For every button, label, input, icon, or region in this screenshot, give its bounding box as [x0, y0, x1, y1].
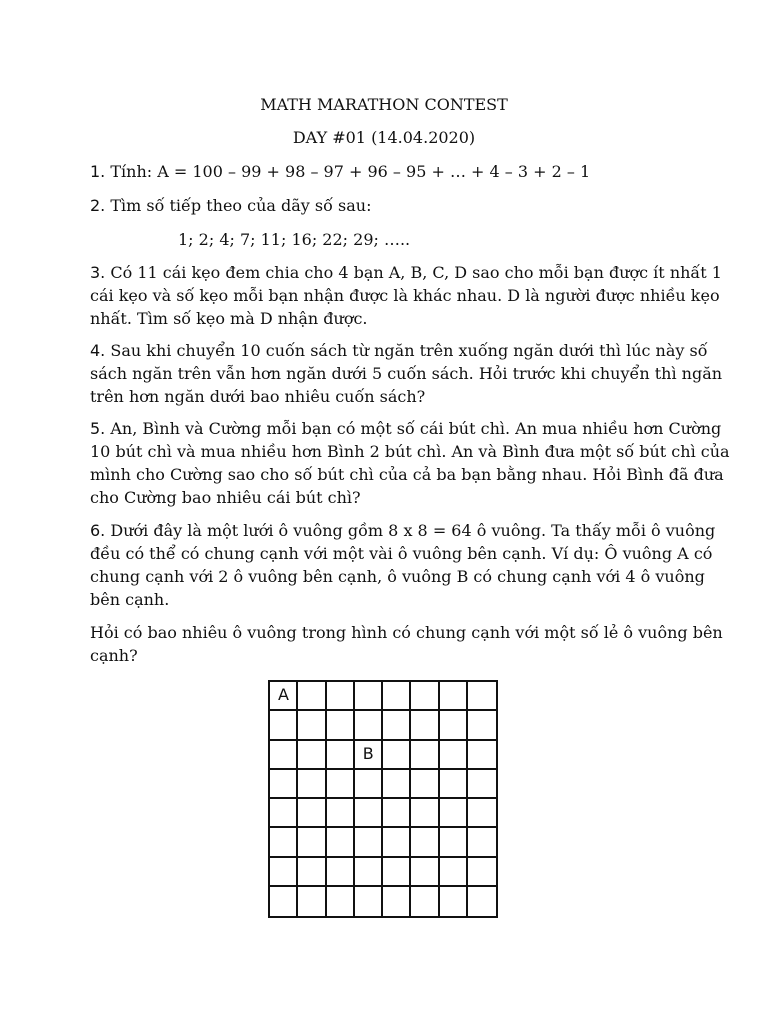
- number-sequence: 1; 2; 4; 7; 11; 16; 22; 29; …..: [178, 230, 411, 249]
- grid-cell: [411, 858, 439, 887]
- problem-3: [90, 261, 722, 330]
- grid-cell: [327, 858, 355, 887]
- grid-cell: [440, 711, 468, 740]
- grid-cell: [327, 711, 355, 740]
- grid-cell: [298, 770, 326, 799]
- grid-cell: [383, 799, 411, 828]
- grid-cell: [440, 770, 468, 799]
- grid-cell: [383, 858, 411, 887]
- grid-cell: [440, 682, 468, 711]
- contest-date: DAY #01 (14.04.2020): [292, 128, 476, 147]
- grid-cell: [468, 770, 496, 799]
- grid-cell: [355, 741, 383, 770]
- grid-cell: [411, 770, 439, 799]
- grid-cell: [298, 828, 326, 857]
- problem-text: Dưới đây là một lưới ô vuông gồm 8 x 8 = 64 ô vuông. Ta thấy mỗi ô vuông: [110, 521, 716, 540]
- grid-cell: [270, 770, 298, 799]
- problem-text: chung cạnh với 2 ô vuông bên cạnh, ô vuông B có chung cạnh với 4 ô vuông: [90, 567, 705, 586]
- grid-cell: [468, 887, 496, 916]
- problem-text: Có 11 cái kẹo đem chia cho 4 bạn A, B, C, D sao cho mỗi bạn được ít nhất 1: [110, 263, 722, 282]
- grid-cell: [270, 741, 298, 770]
- grid-cell: [270, 682, 298, 711]
- grid-cell: [355, 682, 383, 711]
- problem-1: [90, 160, 710, 183]
- grid-cell: [468, 858, 496, 887]
- grid-cell: [327, 682, 355, 711]
- grid-cell: [327, 828, 355, 857]
- grid-cell: [468, 711, 496, 740]
- problem-text: bên cạnh.: [90, 590, 170, 609]
- problem-text: cho Cường bao nhiêu cái bút chì?: [90, 488, 361, 507]
- problem-number: 1.: [90, 162, 106, 181]
- problem-4: [90, 339, 723, 408]
- grid-cell: [327, 887, 355, 916]
- problem-text: đều có thể có chung cạnh với một vài ô vuông bên cạnh. Ví dụ: Ô vuông A có: [90, 544, 713, 563]
- problem-text: 10 bút chì và mua nhiều hơn Bình 2 bút chì. An và Bình đưa một số bút chì của: [90, 442, 730, 461]
- grid-cell: [411, 711, 439, 740]
- problem-text: mình cho Cường sao cho số bút chì của cả ba bạn bằng nhau. Hỏi Bình đã đưa: [90, 465, 724, 484]
- grid-cell: [298, 682, 326, 711]
- problem-number: 3.: [90, 263, 106, 282]
- grid-cell: [411, 799, 439, 828]
- problem-text: Sau khi chuyển 10 cuốn sách từ ngăn trên xuống ngăn dưới thì lúc này số: [110, 341, 708, 360]
- problem-text: sách ngăn trên vẫn hơn ngăn dưới 5 cuốn sách. Hỏi trước khi chuyển thì ngăn: [90, 364, 723, 383]
- contest-title: MATH MARATHON CONTEST: [260, 95, 508, 114]
- grid-cell: [468, 799, 496, 828]
- grid-cell: [355, 887, 383, 916]
- problem-text: cạnh?: [90, 646, 138, 665]
- problem-number: 5.: [90, 419, 106, 438]
- problem-text: Tìm số tiếp theo của dãy số sau:: [110, 196, 372, 215]
- grid-cell: [468, 682, 496, 711]
- grid-cell: [383, 770, 411, 799]
- problem-number: 4.: [90, 341, 106, 360]
- grid-cell: [411, 828, 439, 857]
- grid-cell: [355, 828, 383, 857]
- grid-cell: [383, 741, 411, 770]
- grid-cell: [270, 711, 298, 740]
- square-grid: [268, 680, 498, 918]
- grid-cell: [327, 770, 355, 799]
- grid-cell: [440, 887, 468, 916]
- grid-cell: [468, 828, 496, 857]
- grid-cell: [411, 887, 439, 916]
- grid-cell: [383, 828, 411, 857]
- problem-text: Hỏi có bao nhiêu ô vuông trong hình có chung cạnh với một số lẻ ô vuông bên: [90, 623, 723, 642]
- grid-cell: [270, 799, 298, 828]
- grid-cell: [355, 711, 383, 740]
- grid-cell: [355, 770, 383, 799]
- grid-cell-label: B: [362, 743, 374, 763]
- grid-cell: [298, 711, 326, 740]
- grid-cell: [440, 828, 468, 857]
- problem-text: trên hơn ngăn dưới bao nhiêu cuốn sách?: [90, 387, 426, 406]
- grid-cell: [440, 741, 468, 770]
- grid-cell: [298, 887, 326, 916]
- grid-cell: [298, 741, 326, 770]
- problem-2: [90, 194, 710, 217]
- grid-cell: [355, 799, 383, 828]
- grid-cell: [270, 828, 298, 857]
- grid-cell: [383, 711, 411, 740]
- grid-cell: [270, 858, 298, 887]
- grid-cell: [298, 799, 326, 828]
- problem-number: 6.: [90, 521, 106, 540]
- grid-cell: [440, 858, 468, 887]
- problem-text: An, Bình và Cường mỗi bạn có một số cái bút chì. An mua nhiều hơn Cường: [110, 419, 722, 438]
- grid-cell: [355, 858, 383, 887]
- grid-cell: [298, 858, 326, 887]
- grid-cell: [468, 741, 496, 770]
- grid-cell-label: A: [278, 685, 289, 704]
- problem-6: [90, 519, 716, 611]
- problem-number: 2.: [90, 196, 106, 215]
- problem-text: nhất. Tìm số kẹo mà D nhận được.: [90, 309, 368, 328]
- problem-6-question: [90, 621, 723, 667]
- grid-cell: [440, 799, 468, 828]
- problem-text: cái kẹo và số kẹo mỗi bạn nhận được là khác nhau. D là người được nhiều kẹo: [90, 286, 720, 305]
- grid-cell: [327, 799, 355, 828]
- problem-text: Tính: A = 100 – 99 + 98 – 97 + 96 – 95 + … + 4 – 3 + 2 – 1: [110, 162, 591, 181]
- grid-cell: [411, 741, 439, 770]
- grid-cell: [270, 887, 298, 916]
- grid-cell: [383, 682, 411, 711]
- problem-5: [90, 417, 730, 509]
- grid-cell: [383, 887, 411, 916]
- grid-cell: [327, 741, 355, 770]
- grid-cell: [411, 682, 439, 711]
